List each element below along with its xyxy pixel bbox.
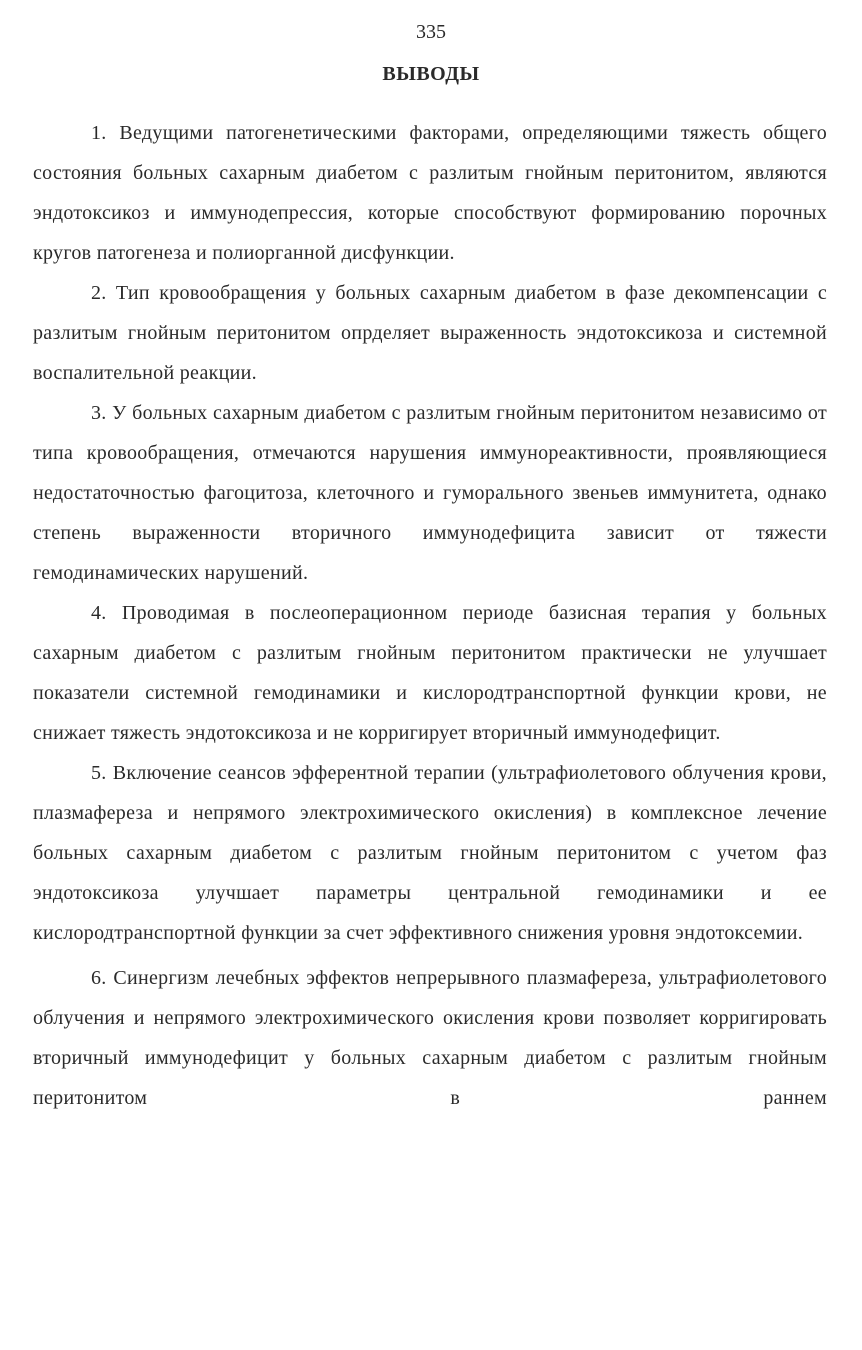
conclusion-item: 6. Синергизм лечебных эффектов непрерывного плазмафереза, ультрафиолетового облучения и непрямого электрохимического окисления крови позволяет корригировать вторичный иммунодефицит у больных сахарным диабетом с разлитым гнойным перитонитом в раннем xyxy=(33,967,827,1109)
page-number: 335 xyxy=(416,21,446,43)
conclusion-item: 3. У больных сахарным диабетом с разлитым гнойным перитонитом независимо от типа кровообращения, отмечаются нарушения иммунореактивности, проявляющиеся недостаточностью фагоцитоза, клеточного и гуморального звеньев иммунитета, однако степень выраженности вторичного иммунодефицита зависит от тяжести гемодинамических нарушений. xyxy=(33,402,827,584)
conclusion-item: 2. Тип кровообращения у больных сахарным диабетом в фазе декомпенсации с разлитым гнойным перитонитом опрделяет выраженность эндотоксикоза и системной воспалительной реакции. xyxy=(33,282,827,384)
conclusion-item: 4. Проводимая в послеоперационном периоде базисная терапия у больных сахарным диабетом с разлитым гнойным перитонитом практически не улучшает показатели системной гемодинамики и кислородтранспортной функции крови, не снижает тяжесть эндотоксикоза и не корригирует вторичный иммунодефицит. xyxy=(33,602,827,744)
conclusions-list xyxy=(33,113,827,1118)
conclusion-item: 5. Включение сеансов эфферентной терапии (ультрафиолетового облучения крови, плазмафереза и непрямого электрохимического окисления) в комплексное лечение больных сахарным диабетом с разлитым гнойным перитонитом с учетом фаз эндотоксикоза улучшает параметры центральной гемодинамики и ее кислородтранспортной функции за счет эффективного снижения уровня эндотоксемии. xyxy=(33,762,827,944)
conclusion-item: 1. Ведущими патогенетическими факторами, определяющими тяжесть общего состояния больных сахарным диабетом с разлитым гнойным перитонитом, являются эндотоксикоз и иммунодепрессия, которые способствуют формированию порочных кругов патогенеза и полиорганной дисфункции. xyxy=(33,122,827,264)
page-title: ВЫВОДЫ xyxy=(382,63,480,85)
